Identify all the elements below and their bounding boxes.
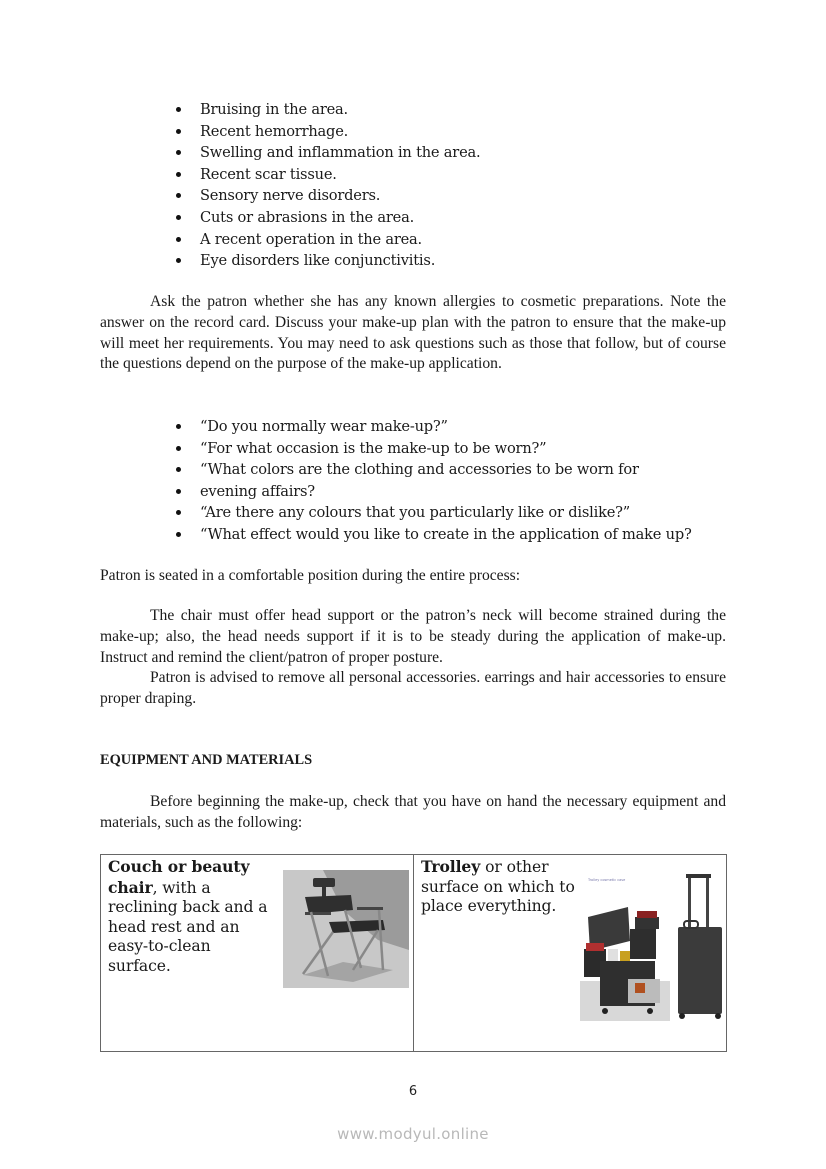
equipment-intro: Before beginning the make-up, check that you have on hand the necessary equipment and materials, such as the following: — [100, 793, 726, 831]
list-item: Recent hemorrhage. — [174, 121, 480, 143]
consultation-questions-list — [174, 416, 692, 546]
bullet-icon — [176, 193, 181, 198]
bullet-icon — [176, 467, 181, 472]
table-row — [101, 855, 727, 1052]
bullet-icon — [176, 172, 181, 177]
list-item: “What colors are the clothing and accessories to be worn for — [174, 459, 692, 481]
svg-text:Trolley cosmetic case: Trolley cosmetic case — [588, 878, 626, 882]
seating-intro: Patron is seated in a comfortable position during the entire process: — [100, 567, 521, 584]
equipment-description: Trolley or other surface on which to place everything. — [421, 857, 575, 916]
watermark: www.modyul.online — [337, 1125, 489, 1143]
consultation-paragraph: Ask the patron whether she has any known allergies to cosmetic preparations. Note the answer on the record card. Discuss your make-up plan with the patron to ensure that the make-up will meet her requirements. You may need to ask questions such as those that follow, but of course the questions depend on the purpose of the make-up application. — [100, 293, 726, 373]
bullet-icon — [176, 510, 181, 515]
bullet-icon — [176, 129, 181, 134]
bullet-icon — [176, 107, 181, 112]
list-item: evening affairs? — [174, 481, 692, 503]
list-item: Bruising in the area. — [174, 99, 480, 121]
list-item: Swelling and inflammation in the area. — [174, 142, 480, 164]
list-item: A recent operation in the area. — [174, 229, 480, 251]
bullet-icon — [176, 532, 181, 537]
seating-paragraph-1: The chair must offer head support or the patron’s neck will become strained during the make-up; also, the head needs support if it is to be steady during the application of make-up. Instruct and remind the client/patron of proper posture. — [100, 607, 726, 666]
contraindications-list — [174, 99, 480, 272]
bullet-icon — [176, 258, 181, 263]
equipment-description: Couch or beauty chair, with a reclining back and a head rest and an easy-to-clean surface. — [108, 857, 268, 975]
list-item: Eye disorders like conjunctivitis. — [174, 250, 480, 272]
page-number: 6 — [408, 1084, 418, 1099]
bullet-icon — [176, 215, 181, 220]
list-item: Recent scar tissue. — [174, 164, 480, 186]
trolley-image — [580, 871, 724, 1021]
bullet-icon — [176, 446, 181, 451]
bullet-icon — [176, 424, 181, 429]
equipment-cell-trolley — [414, 855, 727, 1052]
chair-image — [283, 870, 409, 988]
list-item: Sensory nerve disorders. — [174, 185, 480, 207]
list-item: “Do you normally wear make-up?” — [174, 416, 692, 438]
list-item: “What effect would you like to create in the application of make up? — [174, 524, 692, 546]
list-item: “Are there any colours that you particularly like or dislike?” — [174, 502, 692, 524]
equipment-table — [100, 854, 727, 1052]
list-item: “For what occasion is the make-up to be worn?” — [174, 438, 692, 460]
section-heading: EQUIPMENT AND MATERIALS — [100, 752, 313, 768]
bullet-icon — [176, 489, 181, 494]
list-item: Cuts or abrasions in the area. — [174, 207, 480, 229]
seating-paragraph-2: Patron is advised to remove all personal accessories. earrings and hair accessories to ensure proper draping. — [100, 669, 726, 707]
bullet-icon — [176, 237, 181, 242]
bullet-icon — [176, 150, 181, 155]
equipment-cell-chair — [101, 855, 414, 1052]
